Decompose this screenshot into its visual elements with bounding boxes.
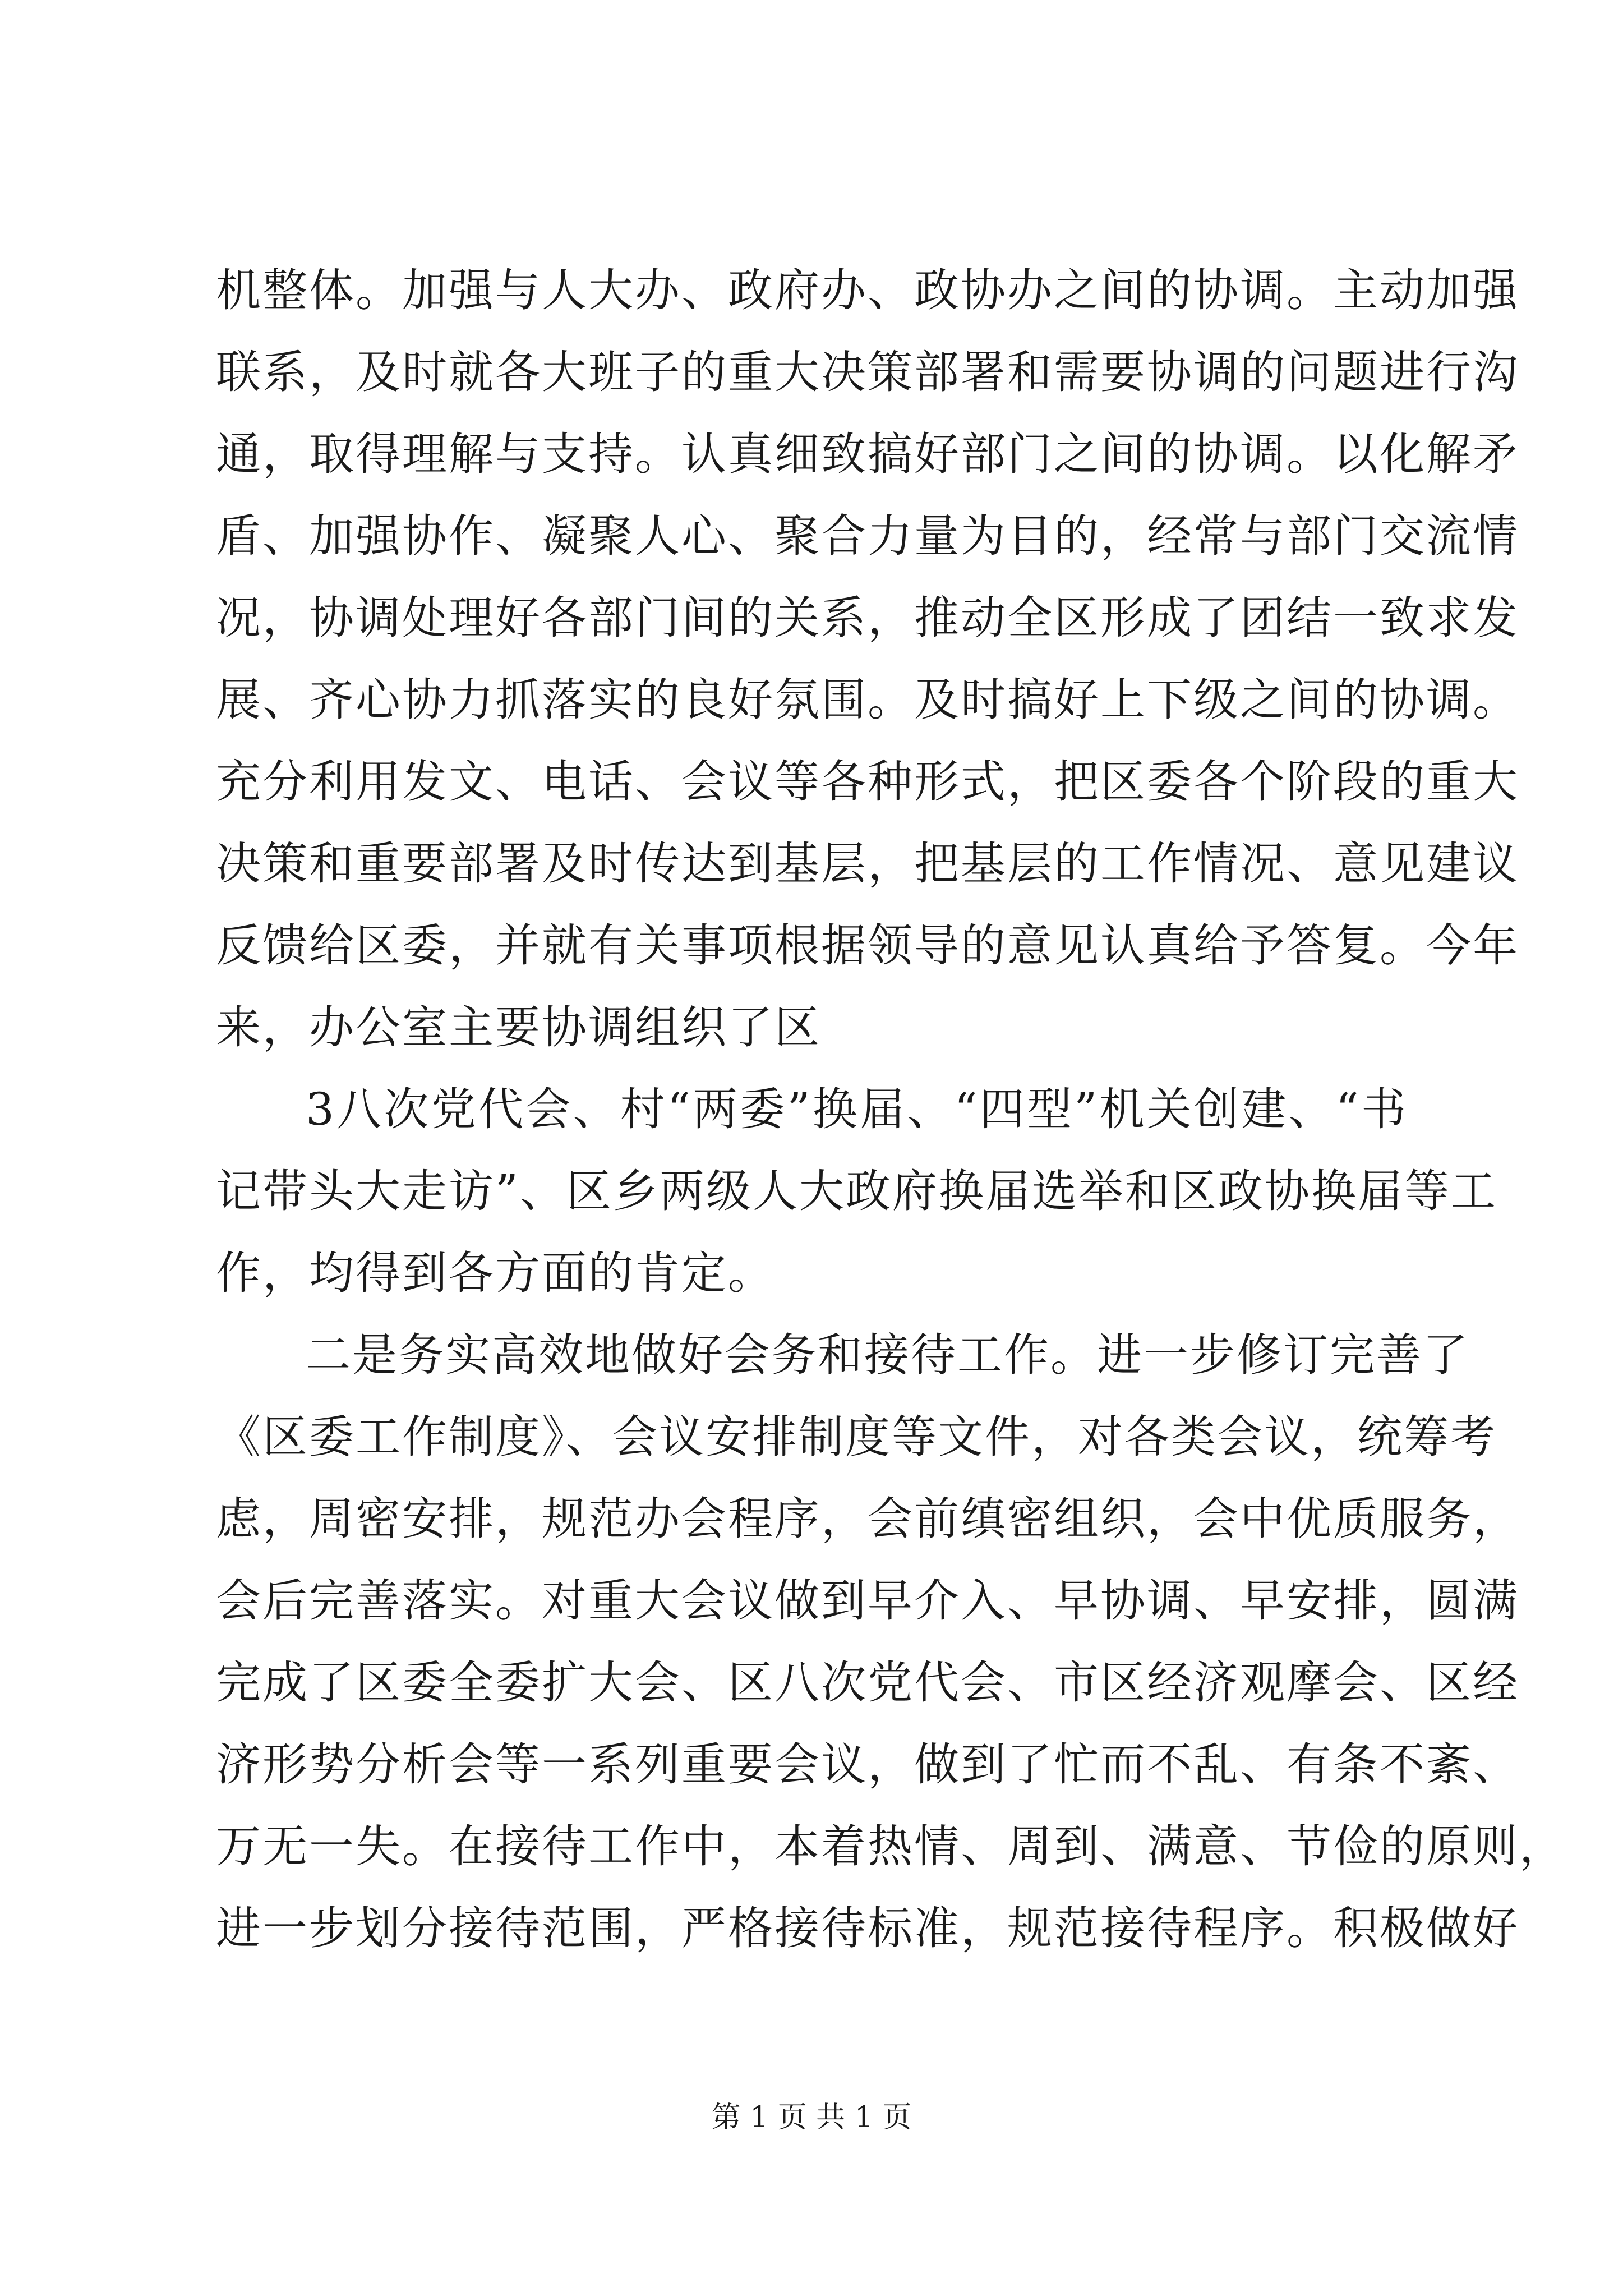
text-line: 充分利用发文、电话、会议等各种形式，把区委各个阶段的重大	[216, 756, 1519, 808]
text-line: 完成了区委全委扩大会、区八次党代会、市区经济观摩会、区经	[216, 1657, 1519, 1709]
text-line: 联系，及时就各大班子的重大决策部署和需要协调的问题进行沟	[216, 346, 1519, 398]
paragraph-1	[216, 250, 1519, 1069]
text-line: 济形势分析会等一系列重要会议，做到了忙而不乱、有条不紊、	[216, 1738, 1519, 1791]
text-line: 通，取得理解与支持。认真细致搞好部门之间的协调。以化解矛	[216, 428, 1519, 480]
text-line: 机整体。加强与人大办、政府办、政协办之间的协调。主动加强	[216, 264, 1519, 316]
text-line: 作，均得到各方面的肯定。	[216, 1247, 774, 1299]
text-line: 虑，周密安排，规范办会程序，会前缜密组织，会中优质服务，	[216, 1493, 1519, 1545]
text-line: 会后完善落实。对重大会议做到早介入、早协调、早安排，圆满	[216, 1575, 1519, 1627]
text-line: 万无一失。在接待工作中，本着热情、周到、满意、节俭的原则，	[216, 1820, 1566, 1872]
document-body	[216, 250, 1566, 1970]
text-line: 3八次党代会、村“两委”换届、“四型”机关创建、“书	[306, 1083, 1408, 1135]
text-line: 展、齐心协力抓落实的良好氛围。及时搞好上下级之间的协调。	[216, 674, 1519, 726]
text-line: 决策和重要部署及时传达到基层，把基层的工作情况、意见建议	[216, 838, 1519, 890]
paragraph-2	[216, 1069, 1497, 1314]
text-line: 来，办公室主要协调组织了区	[216, 1001, 821, 1053]
text-line: 反馈给区委，并就有关事项根据领导的意见认真给予答复。今年	[216, 919, 1519, 972]
text-line: 二是务实高效地做好会务和接待工作。进一步修订完善了	[306, 1329, 1469, 1381]
text-line: 记带头大走访”、区乡两级人大政府换届选举和区政协换届等工	[216, 1165, 1497, 1217]
text-line: 盾、加强协作、凝聚人心、聚合力量为目的，经常与部门交流情	[216, 510, 1519, 562]
paragraph-3	[216, 1314, 1566, 1970]
text-line: 进一步划分接待范围，严格接待标准，规范接待程序。积极做好	[216, 1902, 1519, 1954]
page-footer: 第 1 页 共 1 页	[711, 2101, 912, 2134]
text-line: 况，协调处理好各部门间的关系，推动全区形成了团结一致求发	[216, 592, 1519, 644]
text-line: 《区委工作制度》、会议安排制度等文件，对各类会议，统筹考	[216, 1411, 1497, 1463]
